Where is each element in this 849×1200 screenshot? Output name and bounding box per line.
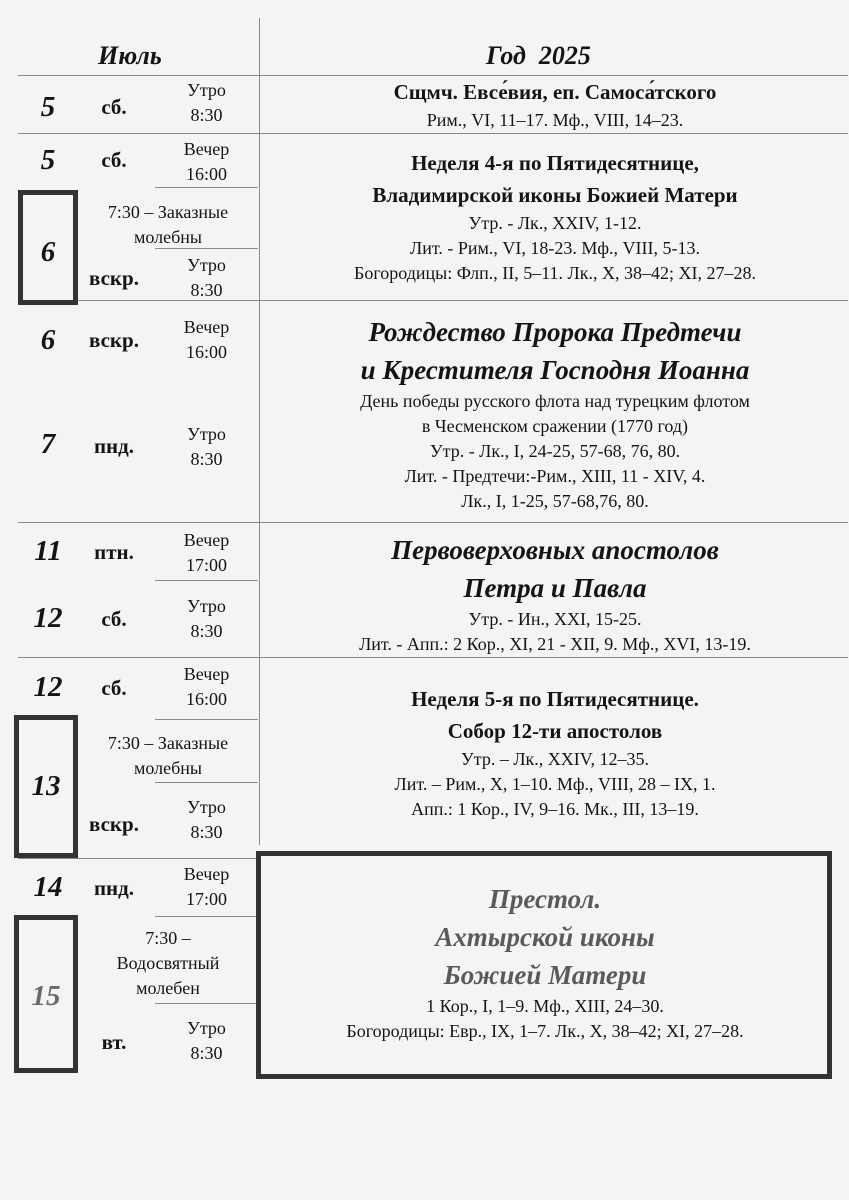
event-6: Престол. Ахтырской иконы Божией Матери 1 Кор., I, 1–9. Мф., XIII, 24–30. Богородицы: Евр., IX, 1–7. Лк., X, 38–42; XI, 27–28.	[346, 884, 744, 1041]
day-of-week: пнд.	[93, 876, 135, 900]
day-of-week: вт.	[101, 1030, 127, 1054]
event-1: Сщмч. Евсе́вия, еп. Самоса́тского Рим., VI, 11–17. Мф., VIII, 14–23.	[393, 80, 717, 130]
event-5: Неделя 5-я по Пятидесятнице. Собор 12-ти апостолов Утр. – Лк., XXIV, 12–35. Лит. – Рим., X, 1–10. Мф., VIII, 28 – IX, 1. Апп.: 1 Кор., IV, 9–16. Мк., III, 13–19.	[394, 687, 716, 819]
day-number: 5	[40, 144, 56, 176]
service-time: Вечер 16:00	[183, 664, 230, 709]
day-of-week: сб.	[101, 676, 127, 700]
day-of-week: вскр.	[89, 328, 139, 352]
day-number: 15	[31, 980, 61, 1012]
day-number: 6	[40, 236, 56, 268]
day-number: 13	[31, 770, 61, 802]
day-of-week: сб.	[101, 148, 127, 172]
service-time: Утро 8:30	[187, 596, 226, 641]
event-2: Неделя 4-я по Пятидесятнице, Владимирской иконы Божией Матери Утр. - Лк., XXIV, 1-12. Лит. - Рим., VI, 18-23. Мф., VIII, 5-13. Богородицы: Флп., II, 5–11. Лк., X, 38–42; XI, 27–28.	[354, 151, 756, 283]
day-of-week: пнд.	[93, 434, 135, 458]
service-time: Вечер 17:00	[183, 530, 230, 575]
month-header: Июль	[98, 41, 162, 70]
service-time: Вечер 17:00	[183, 864, 230, 909]
service-time: Утро 8:30	[187, 1018, 226, 1063]
service-time: Утро 8:30	[187, 255, 226, 300]
day-number: 7	[40, 428, 56, 460]
service-extra: 7:30 – Заказные молебны	[107, 733, 229, 778]
service-time: Вечер 16:00	[183, 139, 230, 184]
service-time: Утро 8:30	[187, 80, 226, 125]
day-of-week: сб.	[101, 95, 127, 119]
day-number: 5	[40, 91, 56, 123]
day-number: 12	[33, 602, 63, 634]
day-of-week: птн.	[94, 540, 134, 564]
day-number: 6	[40, 324, 56, 356]
day-number: 11	[34, 535, 62, 567]
day-number: 14	[33, 871, 63, 903]
day-number: 12	[33, 671, 63, 703]
day-of-week: сб.	[101, 607, 127, 631]
service-extra: 7:30 – Заказные молебны	[107, 202, 229, 247]
service-time: Утро 8:30	[187, 424, 226, 469]
day-of-week: вскр.	[89, 266, 139, 290]
service-time: Утро 8:30	[187, 797, 226, 842]
event-4: Первоверховных апостолов Петра и Павла Утр. - Ин., XXI, 15-25. Лит. - Апп.: 2 Кор., XI, 21 - XII, 9. Мф., XVI, 13-19.	[359, 535, 751, 654]
day-of-week: вскр.	[89, 812, 139, 836]
event-3: Рождество Пророка Предтечи и Крестителя Господня Иоанна День победы русского флота над турецким флотом в Чесменском сражении (1770 год) Утр. - Лк., I, 24-25, 57-68, 76, 80. Лит. - Предтечи:-Рим., XIII, 11 - XIV, 4. Лк., I, 1-25, 57-68,76, 80.	[360, 317, 750, 511]
service-extra: 7:30 – Водосвятный молебен	[116, 928, 220, 998]
service-time: Вечер 16:00	[183, 317, 230, 362]
year-header: Год 2025	[486, 41, 591, 70]
